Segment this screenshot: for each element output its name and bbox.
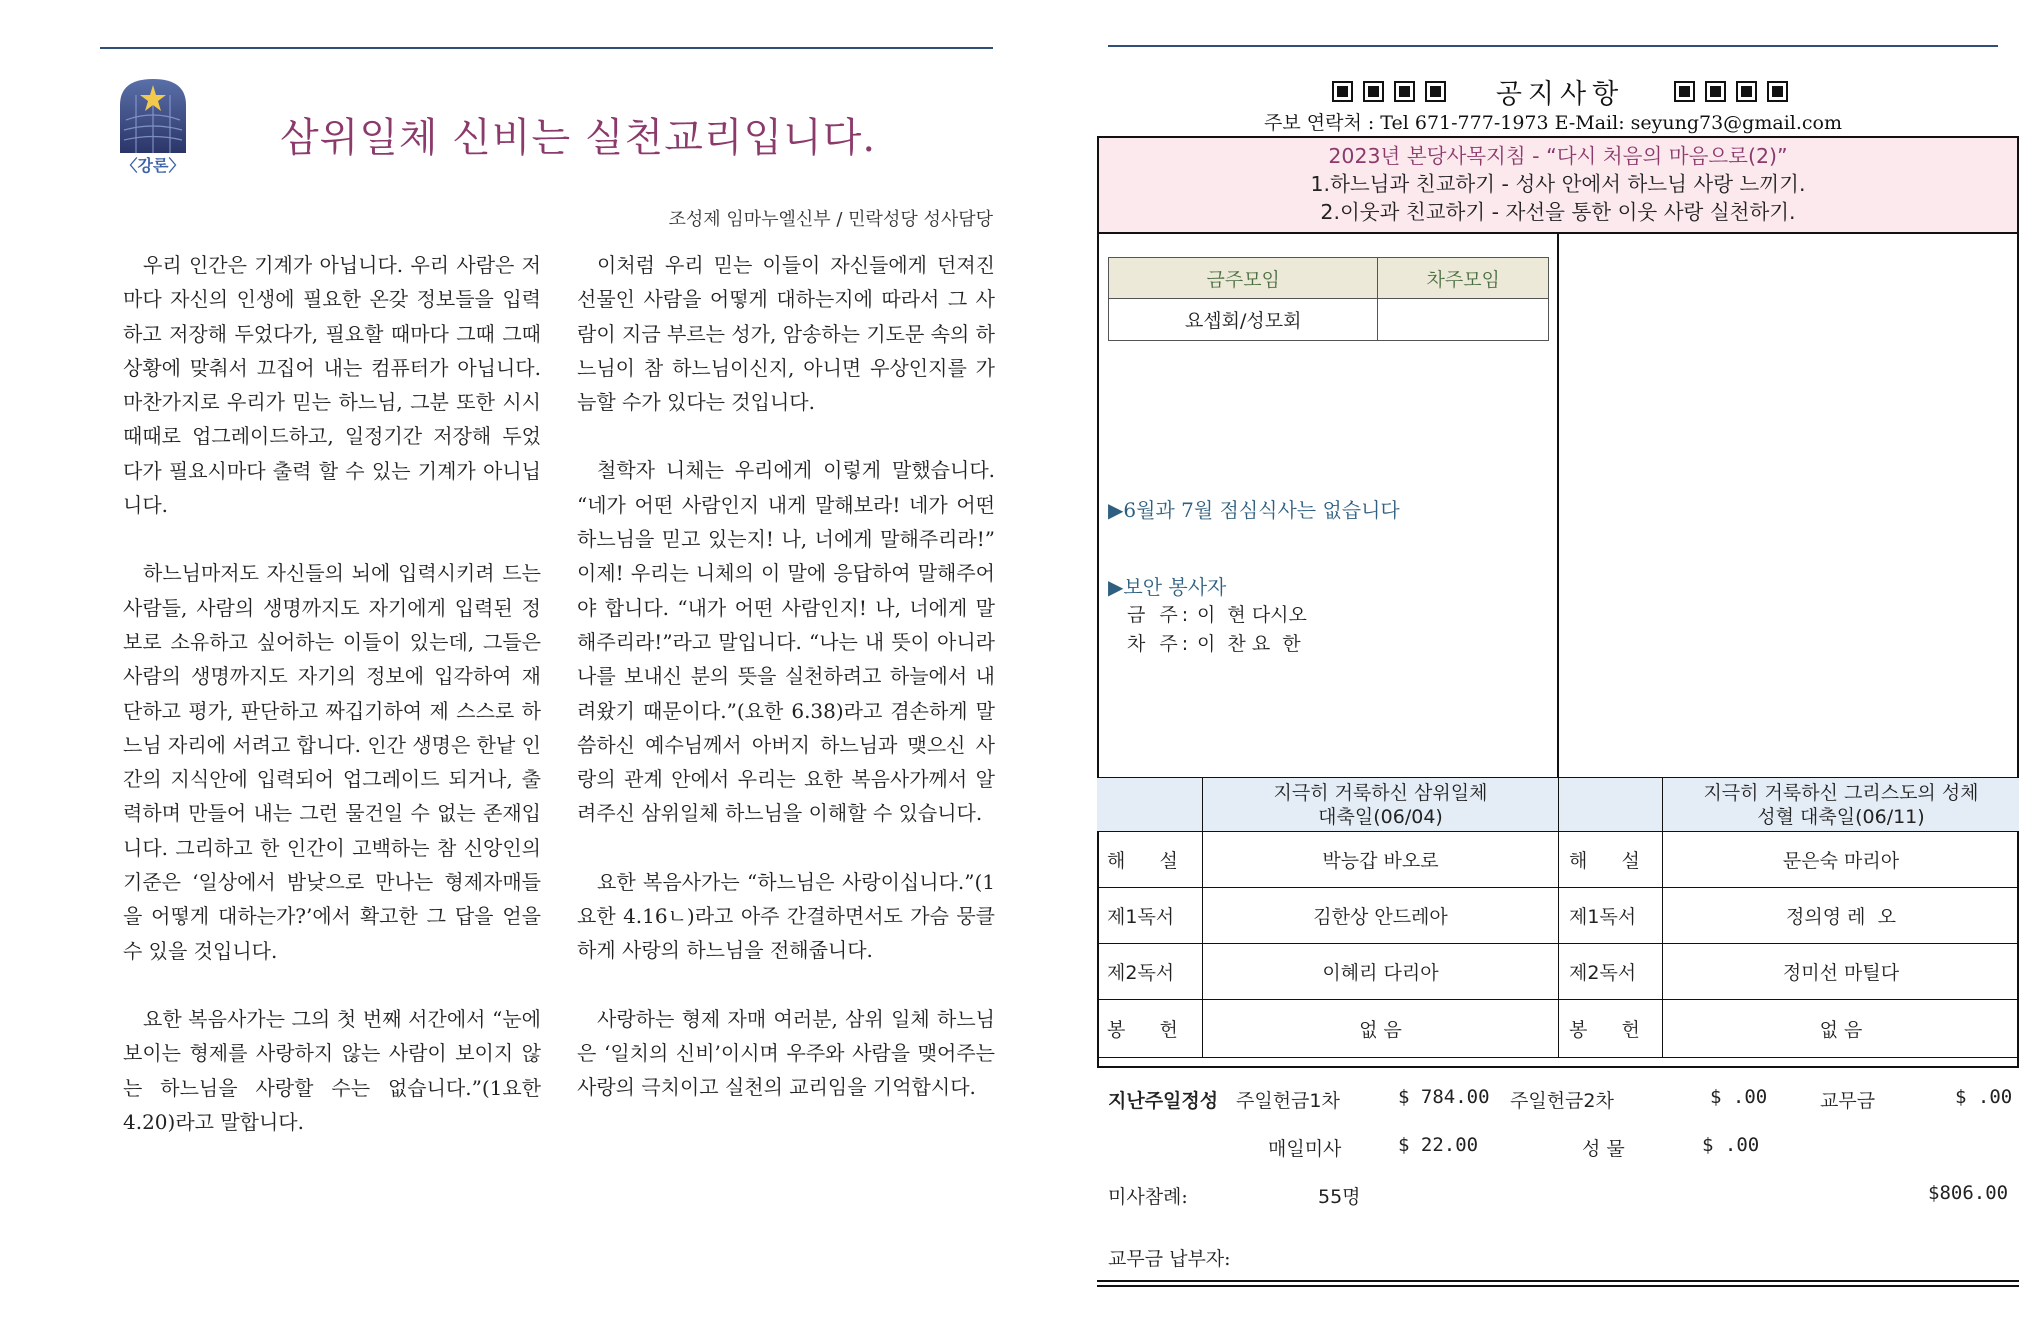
directive-line: 1.하느님과 친교하기 - 성사 안에서 하느님 사랑 느끼기. bbox=[1310, 172, 1806, 196]
directive-title: 2023년 본당사목지침 - “다시 처음의 마음으로(2)” bbox=[1328, 144, 1788, 168]
vertical-divider bbox=[1557, 234, 1559, 779]
sunday-collection-1-value: $ 784.00 bbox=[1398, 1086, 1490, 1108]
feast-title-right: 지극히 거룩하신 그리스도의 성체 bbox=[1703, 781, 1979, 804]
meeting-header-next-week: 차주모임 bbox=[1378, 258, 1549, 299]
role-name-right: 없 음 bbox=[1663, 1000, 2019, 1058]
role-name-left: 김한상 안드레아 bbox=[1203, 888, 1559, 944]
square-bullet-icon bbox=[1332, 81, 1353, 102]
sunday-collection-2-label: 주일헌금2차 bbox=[1510, 1090, 1614, 1112]
role-label: 봉 헌 bbox=[1097, 1000, 1203, 1058]
meeting-table bbox=[1108, 257, 1549, 341]
security-volunteers-title: ▶보안 봉사자 bbox=[1108, 575, 1227, 599]
feast-date-right: 성혈 대축일(06/11) bbox=[1757, 805, 1925, 828]
sermon-left-column bbox=[123, 248, 541, 1173]
offering-title: 지난주일정성 bbox=[1108, 1090, 1219, 1112]
security-this-week-name: 이 현 다시오 bbox=[1197, 604, 1307, 626]
role-name-left: 이혜리 다리아 bbox=[1203, 944, 1559, 1000]
role-label: 제2독서 bbox=[1097, 944, 1203, 1000]
total-offering-value: $806.00 bbox=[1928, 1182, 2009, 1204]
directive-line: 2.이웃과 친교하기 - 자선을 통한 이웃 사랑 실천하기. bbox=[1320, 200, 1796, 224]
diocese-payers-label: 교무금 납부자: bbox=[1108, 1248, 1231, 1270]
feast-title-left: 지극히 거룩하신 삼위일체 bbox=[1273, 781, 1488, 804]
religious-goods-label: 성 물 bbox=[1582, 1138, 1625, 1160]
pastoral-directive bbox=[1099, 138, 2017, 234]
role-name-left: 없 음 bbox=[1203, 1000, 1559, 1058]
square-bullet-icon bbox=[1736, 81, 1757, 102]
role-name-right: 정의영 레 오 bbox=[1663, 888, 2019, 944]
contact-line: 주보 연락처 : Tel 671-777-1973 E-Mail: seyung73@gmail.com bbox=[1264, 112, 1842, 134]
square-bullet-icon bbox=[1425, 81, 1446, 102]
meeting-this-week: 요셉회/성모회 bbox=[1109, 299, 1378, 341]
sermon-paragraph: 사랑하는 형제 자매 여러분, 삼위 일체 하느님은 ‘일치의 신비’이시며 우주와 사람을 맺어주는 사랑의 극치이고 실천의 교리임을 기억합시다. bbox=[577, 1006, 995, 1100]
security-this-week bbox=[1127, 600, 1307, 627]
role-label: 제2독서 bbox=[1559, 944, 1663, 1000]
bottom-rule bbox=[1097, 1280, 2019, 1282]
role-name-right: 문은숙 마리아 bbox=[1663, 832, 2019, 888]
liturgy-header-left bbox=[1203, 778, 1559, 832]
role-name-left: 박능갑 바오로 bbox=[1203, 832, 1559, 888]
sermon-paragraph: 요한 복음사가는 그의 첫 번째 서간에서 “눈에 보이는 형제를 사랑하지 않는 사람이 보이지 않는 하느님을 사랑할 수는 없습니다.”(1요한 4.20)라고 말합니다. bbox=[123, 1006, 541, 1134]
square-bullet-icon bbox=[1674, 81, 1695, 102]
right-top-rule bbox=[1108, 45, 1998, 47]
square-bullet-icon bbox=[1705, 81, 1726, 102]
security-next-week bbox=[1127, 629, 1301, 656]
sunday-collection-1-label: 주일헌금1차 bbox=[1236, 1090, 1340, 1112]
diocese-fee-value: $ .00 bbox=[1955, 1086, 2013, 1108]
square-bullet-icon bbox=[1767, 81, 1788, 102]
diocese-fee-label: 교무금 bbox=[1820, 1090, 1876, 1112]
sermon-paragraph: 요한 복음사가는 “하느님은 사랑이십니다.”(1요한 4.16ㄴ)라고 아주 간결하면서도 가슴 뭉클하게 사랑의 하느님을 전해줍니다. bbox=[577, 869, 995, 963]
notice-heading bbox=[1300, 72, 1820, 111]
attendance-value: 55명 bbox=[1318, 1186, 1361, 1208]
role-label: 봉 헌 bbox=[1559, 1000, 1663, 1058]
role-label: 제1독서 bbox=[1097, 888, 1203, 944]
role-name-right: 정미선 마틸다 bbox=[1663, 944, 2019, 1000]
liturgy-header-right bbox=[1663, 778, 2019, 832]
svg-text:〈강론〉: 〈강론〉 bbox=[121, 156, 185, 175]
bottom-rule bbox=[1097, 1285, 2019, 1287]
religious-goods-value: $ .00 bbox=[1702, 1134, 1760, 1156]
feast-date-left: 대축일(06/04) bbox=[1318, 805, 1443, 828]
role-label: 제1독서 bbox=[1559, 888, 1663, 944]
role-label: 해 설 bbox=[1097, 832, 1203, 888]
meeting-header-this-week: 금주모임 bbox=[1109, 258, 1378, 299]
notice-heading-text: 공지사항 bbox=[1495, 79, 1625, 110]
daily-mass-label: 매일미사 bbox=[1268, 1138, 1342, 1160]
sermon-paragraph: 우리 인간은 기계가 아닙니다. 우리 사람은 저마다 자신의 인생에 필요한 온갖 정보들을 입력하고 저장해 두었다가, 필요할 때마다 그때 그때 상황에 맞춰서 끄집어 내는 컴퓨터가 아닙니다. 마찬가지로 우리가 믿는 하느님, 그분 또한 시시때때로 업그레이드하고, 일정기간 저장해 두었다가 필요시마다 출력 할 수 있는 기계가 아니닙니다. bbox=[123, 253, 541, 518]
sermon-paragraph: 철학자 니체는 우리에게 이렇게 말했습니다. “네가 어떤 사람인지 내게 말해보라! 네가 어떤 하느님을 믿고 있는지! 나, 너에게 말해주리라!” 이제! 우리는 니체의 이 말에 응답하여 말해주어야 합니다. “내가 어떤 사람인지! 나, 너에게 말해주리라!”라고 말입니다. “나는 내 뜻이 아니라 나를 보내신 분의 뜻을 실천하려고 하늘에서 내려왔기 때문이다.”(요한 6.38)라고 겸손하게 말씀하신 예수님께서 아버지 하느님과 맺으신 사랑의 관계 안에서 우리는 요한 복음사가께서 알려주신 삼위일체 하느님을 이해할 수 있습니다. bbox=[577, 458, 995, 826]
sermon-author: 조성제 임마누엘신부 / 민락성당 성사담당 bbox=[668, 209, 993, 230]
square-bullet-icon bbox=[1394, 81, 1415, 102]
sermon-title: 삼위일체 신비는 실천교리입니다. bbox=[280, 115, 877, 161]
sunday-collection-2-value: $ .00 bbox=[1710, 1086, 1768, 1108]
sermon-badge-icon bbox=[116, 75, 190, 177]
liturgy-header-blank bbox=[1559, 778, 1663, 832]
role-label: 해 설 bbox=[1559, 832, 1663, 888]
sermon-paragraph: 하느님마저도 자신들의 뇌에 입력시키려 드는 사람들, 사람의 생명까지도 자기에게 입력된 정보로 소유하고 싶어하는 이들이 있는데, 그들은 사람의 생명까지도 자기의 정보에 입각하여 재단하고 평가, 판단하고 짜깁기하여 제 스스로 하느님 자리에 서려고 합니다. 인간 생명은 한낱 인간의 지식안에 입력되어 업그레이드 되거나, 출력하며 만들어 내는 그런 물건일 수 없는 존재입니다. 그리하고 한 인간이 고백하는 참 신앙인의 기준은 ‘일상에서 밤낮으로 만나는 형제자매들을 어떻게 대하는가?’에서 확고한 그 답을 얻을 수 있을 것입니다. bbox=[123, 561, 541, 963]
square-bullet-icon bbox=[1363, 81, 1384, 102]
sermon-right-column bbox=[577, 248, 995, 1139]
security-next-week-label: 차 주: bbox=[1127, 633, 1193, 655]
liturgy-header-blank bbox=[1097, 778, 1203, 832]
sermon-paragraph: 이처럼 우리 믿는 이들이 자신들에게 던져진 선물인 사람을 어떻게 대하는지에 따라서 그 사람이 지금 부르는 성가, 암송하는 기도문 속의 하느님이 참 하느님이신지, 아니면 우상인지를 가늠할 수가 있다는 것입니다. bbox=[577, 253, 995, 415]
left-top-rule bbox=[100, 47, 993, 49]
security-next-week-name: 이 찬 요 한 bbox=[1197, 633, 1301, 655]
daily-mass-value: $ 22.00 bbox=[1398, 1134, 1479, 1156]
security-this-week-label: 금 주: bbox=[1127, 604, 1193, 626]
liturgy-table bbox=[1097, 778, 2019, 1068]
lunch-notice: ▶6월과 7월 점심식사는 없습니다 bbox=[1108, 498, 1400, 522]
meeting-next-week bbox=[1378, 299, 1549, 341]
attendance-label: 미사참례: bbox=[1108, 1186, 1188, 1208]
